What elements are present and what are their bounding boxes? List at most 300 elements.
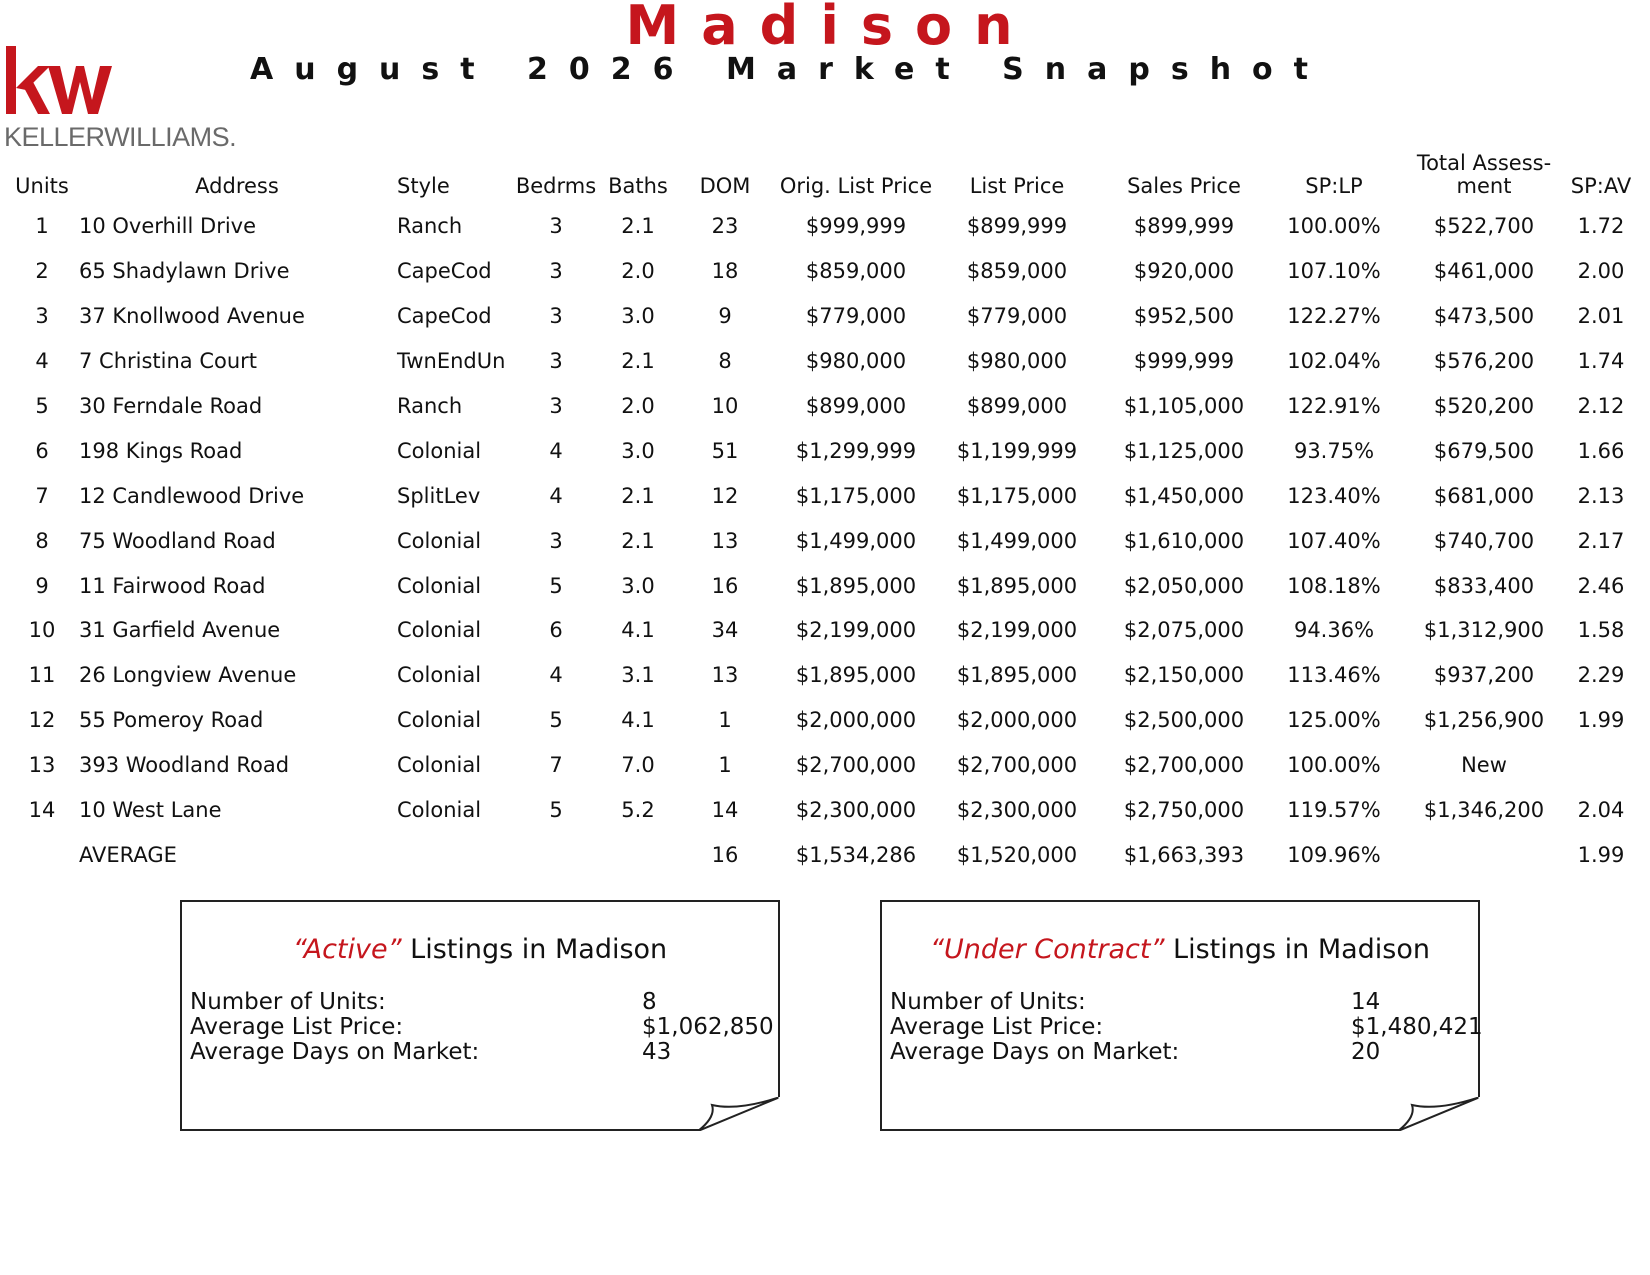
baths-text: 7.0: [621, 753, 655, 778]
sales-table: [0, 148, 1650, 877]
header-bedrooms: [512, 148, 600, 204]
list-price-text: List Price: [969, 174, 1065, 198]
cell-sp-lp: [1264, 743, 1404, 788]
table-row: [0, 743, 1650, 788]
cell-style: [397, 608, 517, 653]
style-text: Colonial: [397, 573, 482, 598]
cell-orig-list-price: [770, 294, 942, 339]
address-text: 11 Fairwood Road: [79, 573, 266, 598]
cell-dom: [683, 473, 767, 518]
cell-baths: [600, 384, 676, 429]
orig-list-price-text: $980,000: [805, 349, 907, 374]
header-dom: [683, 148, 767, 204]
cell-units: [0, 608, 84, 653]
cell-sales-price: [1100, 698, 1268, 743]
cell-dom: [683, 788, 767, 833]
list-price-text: $2,199,000: [956, 618, 1078, 643]
table-row: [0, 698, 1650, 743]
cell-bedrooms: [512, 743, 600, 788]
cell-bedrooms: [512, 518, 600, 563]
address-text: 37 Knollwood Avenue: [79, 304, 305, 329]
sp-lp-text: 108.18%: [1287, 573, 1381, 598]
cell-style: [397, 428, 517, 473]
cell-total-assessment: [1404, 518, 1564, 563]
cell-address: [79, 428, 379, 473]
cell-address: [79, 563, 379, 608]
cell-sales-price: [1100, 653, 1268, 698]
sales-price-text: $2,075,000: [1123, 618, 1245, 643]
cell-units: [0, 339, 84, 384]
stat-value: $1,062,850: [642, 1014, 774, 1040]
cell-total-assessment: [1404, 294, 1564, 339]
bedrooms-text: 4: [549, 483, 563, 508]
cell-sales-price: [1100, 832, 1268, 877]
orig-list-price-text: Orig. List Price: [779, 174, 933, 198]
total-assessment-text: $681,000: [1433, 483, 1535, 508]
stat-label: Average Days on Market:: [890, 1039, 1180, 1065]
dom-text: 9: [718, 304, 732, 329]
dom-text: 8: [718, 349, 732, 374]
list-price-text: $2,000,000: [956, 708, 1078, 733]
orig-list-price-text: $2,700,000: [795, 753, 917, 778]
units-text: 9: [35, 573, 49, 598]
cell-sales-price: [1100, 743, 1268, 788]
baths-text: 4.1: [621, 618, 655, 643]
cell-style: [397, 384, 517, 429]
cell-dom: [683, 518, 767, 563]
cell-sales-price: [1100, 788, 1268, 833]
address-text: 65 Shadylawn Drive: [79, 259, 290, 284]
cell-sales-price: [1100, 204, 1268, 249]
cell-list-price: [935, 473, 1099, 518]
table-row: [0, 384, 1650, 429]
cell-sp-lp: [1264, 518, 1404, 563]
dom-text: 14: [711, 798, 739, 823]
sp-lp-text: 94.36%: [1293, 618, 1375, 643]
sp-lp-text: 113.46%: [1287, 663, 1381, 688]
cell-address: [79, 294, 379, 339]
cell-list-price: [935, 608, 1099, 653]
units-text: 11: [28, 663, 56, 688]
cell-total-assessment: [1404, 832, 1564, 877]
cell-sp-av: [1555, 294, 1647, 339]
sp-lp-text: 100.00%: [1287, 753, 1381, 778]
address-text: 393 Woodland Road: [79, 753, 290, 778]
total-assessment-text: $1,256,900: [1423, 708, 1545, 733]
cell-baths: [600, 653, 676, 698]
sales-price-text: $2,150,000: [1123, 663, 1245, 688]
cell-units: [0, 563, 84, 608]
cell-address: [79, 608, 379, 653]
units-text: 13: [28, 753, 56, 778]
cell-sp-lp: [1264, 428, 1404, 473]
keller-williams-logo: [4, 44, 244, 154]
style-text: Colonial: [397, 438, 482, 463]
cell-sp-lp: [1264, 384, 1404, 429]
baths-text: 2.0: [621, 259, 655, 284]
cell-style: [397, 788, 517, 833]
cell-style: [397, 698, 517, 743]
cell-style: [397, 473, 517, 518]
dom-text: 34: [711, 618, 739, 643]
table-header-row: [0, 148, 1650, 204]
cell-list-price: [935, 339, 1099, 384]
cell-units: [0, 473, 84, 518]
cell-total-assessment: [1404, 788, 1564, 833]
sp-lp-text: 123.40%: [1287, 483, 1381, 508]
cell-units: [0, 698, 84, 743]
cell-baths: [600, 428, 676, 473]
cell-dom: [683, 563, 767, 608]
dom-text: DOM: [699, 174, 751, 198]
units-text: 7: [35, 483, 49, 508]
cell-sp-av: [1555, 473, 1647, 518]
dom-text: 1: [718, 708, 732, 733]
cell-total-assessment: [1404, 653, 1564, 698]
cell-orig-list-price: [770, 428, 942, 473]
sp-lp-text: 107.10%: [1287, 259, 1381, 284]
header-total-assessment: [1404, 148, 1564, 204]
list-price-text: $1,520,000: [956, 842, 1078, 867]
cell-sales-price: [1100, 339, 1268, 384]
cell-sp-av: [1555, 204, 1647, 249]
bedrooms-text: 3: [549, 304, 563, 329]
cell-baths: [600, 743, 676, 788]
cell-sp-av: [1555, 339, 1647, 384]
address-text: 30 Ferndale Road: [79, 394, 263, 418]
baths-text: 5.2: [621, 798, 655, 823]
sp-lp-text: 93.75%: [1293, 438, 1375, 463]
cell-sp-lp: [1264, 608, 1404, 653]
address-text: Address: [195, 174, 279, 198]
page-subtitle: August 2026 Market Snapshot: [250, 52, 1330, 87]
header-sp-lp: [1264, 148, 1404, 204]
cell-dom: [683, 743, 767, 788]
address-text: 75 Woodland Road: [79, 528, 276, 553]
stat-label: Number of Units:: [190, 989, 386, 1015]
baths-text: 3.0: [621, 438, 655, 463]
orig-list-price-text: $1,895,000: [795, 663, 917, 688]
active-highlight: “Active”: [292, 934, 402, 965]
stat-label: Average List Price:: [890, 1014, 1104, 1040]
sp-av-text: 2.17: [1577, 528, 1625, 553]
cell-address: [79, 518, 379, 563]
bedrooms-text: 4: [549, 663, 563, 688]
cell-baths: [600, 563, 676, 608]
cell-baths: [600, 788, 676, 833]
cell-sp-av: [1555, 428, 1647, 473]
bedrooms-text: 5: [549, 798, 563, 823]
cell-sales-price: [1100, 563, 1268, 608]
table-row: [0, 339, 1650, 384]
cell-sp-av: [1555, 788, 1647, 833]
sp-av-text: 2.04: [1577, 798, 1625, 823]
cell-units: [0, 653, 84, 698]
style-text: Ranch: [397, 214, 463, 239]
cell-sp-lp: [1264, 788, 1404, 833]
sp-av-text: 2.29: [1577, 663, 1625, 688]
kw-logo-icon: [4, 44, 114, 118]
orig-list-price-text: $859,000: [805, 259, 907, 284]
cell-address: [79, 653, 379, 698]
address-text: 10 West Lane: [79, 798, 222, 823]
cell-baths: [600, 249, 676, 294]
cell-orig-list-price: [770, 743, 942, 788]
style-text: Style: [397, 174, 450, 198]
orig-list-price-text: $1,299,999: [795, 438, 917, 463]
sp-av-text: 2.01: [1577, 304, 1625, 329]
cell-address: [79, 832, 379, 877]
cell-list-price: [935, 204, 1099, 249]
cell-list-price: [935, 563, 1099, 608]
cell-dom: [683, 428, 767, 473]
cell-dom: [683, 204, 767, 249]
sp-av-text: SP:AV: [1570, 174, 1632, 198]
cell-address: [79, 788, 379, 833]
sales-price-text: $2,750,000: [1123, 798, 1245, 823]
style-text: Colonial: [397, 798, 482, 823]
list-price-text: $779,000: [966, 304, 1068, 329]
total-assessment-text: $1,312,900: [1423, 618, 1545, 643]
table-row: [0, 249, 1650, 294]
baths-text: 2.1: [621, 528, 655, 553]
header-sp-av: [1555, 148, 1647, 204]
address-text: 10 Overhill Drive: [79, 214, 257, 239]
address-text: AVERAGE: [79, 842, 177, 867]
sales-price-text: $899,999: [1133, 214, 1235, 239]
cell-list-price: [935, 384, 1099, 429]
cell-baths: [600, 518, 676, 563]
cell-orig-list-price: [770, 608, 942, 653]
style-text: Colonial: [397, 528, 482, 553]
cell-address: [79, 384, 379, 429]
style-text: CapeCod: [397, 304, 492, 329]
cell-bedrooms: [512, 608, 600, 653]
units-text: 10: [28, 618, 56, 643]
orig-list-price-text: $2,199,000: [795, 618, 917, 643]
cell-units: [0, 204, 84, 249]
cell-total-assessment: [1404, 249, 1564, 294]
units-text: 6: [35, 438, 49, 463]
cell-orig-list-price: [770, 339, 942, 384]
cell-baths: [600, 832, 676, 877]
cell-style: [397, 832, 517, 877]
cell-sp-av: [1555, 563, 1647, 608]
cell-dom: [683, 653, 767, 698]
cell-orig-list-price: [770, 698, 942, 743]
active-listings-stats: [190, 989, 774, 1065]
baths-text: 2.0: [621, 394, 655, 418]
sales-price-text: $1,125,000: [1123, 438, 1245, 463]
cell-sales-price: [1100, 428, 1268, 473]
orig-list-price-text: $1,534,286: [795, 842, 917, 867]
under-contract-title: [882, 934, 1478, 965]
sales-price-text: $952,500: [1133, 304, 1235, 329]
orig-list-price-text: $1,499,000: [795, 528, 917, 553]
cell-total-assessment: [1404, 204, 1564, 249]
cell-bedrooms: [512, 294, 600, 339]
style-text: TwnEndUn: [397, 349, 506, 374]
header-orig-list-price: [770, 148, 942, 204]
header-units: [0, 148, 84, 204]
list-price-text: $859,000: [966, 259, 1068, 284]
baths-text: 2.1: [621, 349, 655, 374]
cell-sp-av: [1555, 653, 1647, 698]
cell-orig-list-price: [770, 204, 942, 249]
list-price-text: $2,700,000: [956, 753, 1078, 778]
header-sales-price: [1100, 148, 1268, 204]
cell-orig-list-price: [770, 473, 942, 518]
total-assessment-text: $833,400: [1433, 573, 1535, 598]
address-text: 55 Pomeroy Road: [79, 708, 264, 733]
cell-sp-lp: [1264, 294, 1404, 339]
contract-highlight: “Under Contract”: [930, 934, 1165, 965]
cell-sales-price: [1100, 518, 1268, 563]
cell-dom: [683, 249, 767, 294]
bedrooms-text: 5: [549, 708, 563, 733]
sales-price-text: $1,450,000: [1123, 483, 1245, 508]
cell-sp-av: [1555, 608, 1647, 653]
cell-sp-lp: [1264, 698, 1404, 743]
baths-text: 2.1: [621, 483, 655, 508]
bedrooms-text: 7: [549, 753, 563, 778]
stat-value: 8: [642, 989, 657, 1015]
table-row: [0, 428, 1650, 473]
list-price-text: $1,895,000: [956, 573, 1078, 598]
address-text: 31 Garfield Avenue: [79, 618, 281, 643]
dom-text: 51: [711, 438, 739, 463]
cell-bedrooms: [512, 428, 600, 473]
baths-text: 4.1: [621, 708, 655, 733]
cell-bedrooms: [512, 563, 600, 608]
sp-av-text: 1.58: [1577, 618, 1625, 643]
page-title: Madison: [625, 0, 1035, 57]
table-row: [0, 653, 1650, 698]
stat-value: $1,480,421: [1351, 1014, 1483, 1040]
style-text: Colonial: [397, 663, 482, 688]
bedrooms-text: Bedrms: [515, 174, 597, 198]
dom-text: 10: [711, 394, 739, 418]
cell-units: [0, 832, 84, 877]
cell-sp-av: [1555, 249, 1647, 294]
sp-av-text: 2.12: [1577, 394, 1625, 418]
sp-av-text: 1.74: [1577, 349, 1625, 374]
bedrooms-text: 4: [549, 438, 563, 463]
active-listings-title: [182, 934, 778, 965]
cell-sp-av: [1555, 384, 1647, 429]
dom-text: 16: [711, 573, 739, 598]
dom-text: 13: [711, 663, 739, 688]
cell-list-price: [935, 428, 1099, 473]
cell-sales-price: [1100, 294, 1268, 339]
sp-lp-text: 122.91%: [1287, 394, 1381, 418]
contract-title-rest: Listings in Madison: [1164, 934, 1430, 965]
list-price-text: $980,000: [966, 349, 1068, 374]
dom-text: 16: [711, 842, 739, 867]
cell-units: [0, 294, 84, 339]
address-text: 7 Christina Court: [79, 349, 258, 374]
cell-baths: [600, 698, 676, 743]
sp-av-text: 1.99: [1577, 708, 1625, 733]
style-text: Colonial: [397, 753, 482, 778]
cell-sp-lp: [1264, 473, 1404, 518]
dom-text: 13: [711, 528, 739, 553]
sp-av-text: 1.99: [1577, 842, 1625, 867]
cell-sp-lp: [1264, 249, 1404, 294]
baths-text: 3.1: [621, 663, 655, 688]
cell-orig-list-price: [770, 832, 942, 877]
cell-total-assessment: [1404, 698, 1564, 743]
stat-row: [190, 990, 758, 1015]
table-row: [0, 608, 1650, 653]
sp-lp-text: 107.40%: [1287, 528, 1381, 553]
cell-dom: [683, 832, 767, 877]
active-listings-box: [180, 900, 780, 1131]
list-price-text: $1,499,000: [956, 528, 1078, 553]
units-text: 1: [35, 214, 49, 239]
orig-list-price-text: $899,000: [805, 394, 907, 418]
sp-lp-text: SP:LP: [1305, 174, 1363, 198]
total-assessment-text: New: [1461, 753, 1507, 778]
cell-dom: [683, 384, 767, 429]
stat-row: [190, 1014, 774, 1040]
cell-total-assessment: [1404, 608, 1564, 653]
cell-sales-price: [1100, 384, 1268, 429]
total-assessment-text: $1,346,200: [1423, 798, 1545, 823]
baths-text: Baths: [608, 174, 668, 198]
table-row: [0, 473, 1650, 518]
cell-total-assessment: [1404, 743, 1564, 788]
cell-sp-av: [1555, 698, 1647, 743]
table-average-row: [0, 832, 1650, 877]
header-list-price: [935, 148, 1099, 204]
page-curl-icon: [1398, 1097, 1480, 1131]
style-text: Ranch: [397, 394, 463, 418]
table-row: [0, 294, 1650, 339]
cell-style: [397, 294, 517, 339]
total-assessment-text: Total Assess- ment: [1416, 151, 1552, 198]
stat-value: 43: [642, 1039, 672, 1065]
cell-sp-lp: [1264, 204, 1404, 249]
cell-sales-price: [1100, 608, 1268, 653]
sales-price-text: Sales Price: [1127, 174, 1241, 198]
stat-row: [890, 990, 1458, 1015]
cell-list-price: [935, 294, 1099, 339]
baths-text: 3.0: [621, 304, 655, 329]
units-text: 14: [28, 798, 56, 823]
cell-list-price: [935, 698, 1099, 743]
sp-lp-text: 100.00%: [1287, 214, 1381, 239]
cell-address: [79, 204, 379, 249]
total-assessment-text: $461,000: [1433, 259, 1535, 284]
header-baths: [600, 148, 676, 204]
baths-text: 3.0: [621, 573, 655, 598]
cell-units: [0, 518, 84, 563]
cell-bedrooms: [512, 339, 600, 384]
bedrooms-text: 3: [549, 259, 563, 284]
page-curl-icon: [698, 1097, 780, 1131]
sales-price-text: $2,500,000: [1123, 708, 1245, 733]
cell-style: [397, 249, 517, 294]
bedrooms-text: 3: [549, 349, 563, 374]
total-assessment-text: $679,500: [1433, 438, 1535, 463]
cell-baths: [600, 339, 676, 384]
units-text: Units: [15, 174, 69, 198]
bedrooms-text: 5: [549, 573, 563, 598]
cell-dom: [683, 698, 767, 743]
bedrooms-text: 3: [549, 528, 563, 553]
style-text: SplitLev: [397, 483, 481, 508]
